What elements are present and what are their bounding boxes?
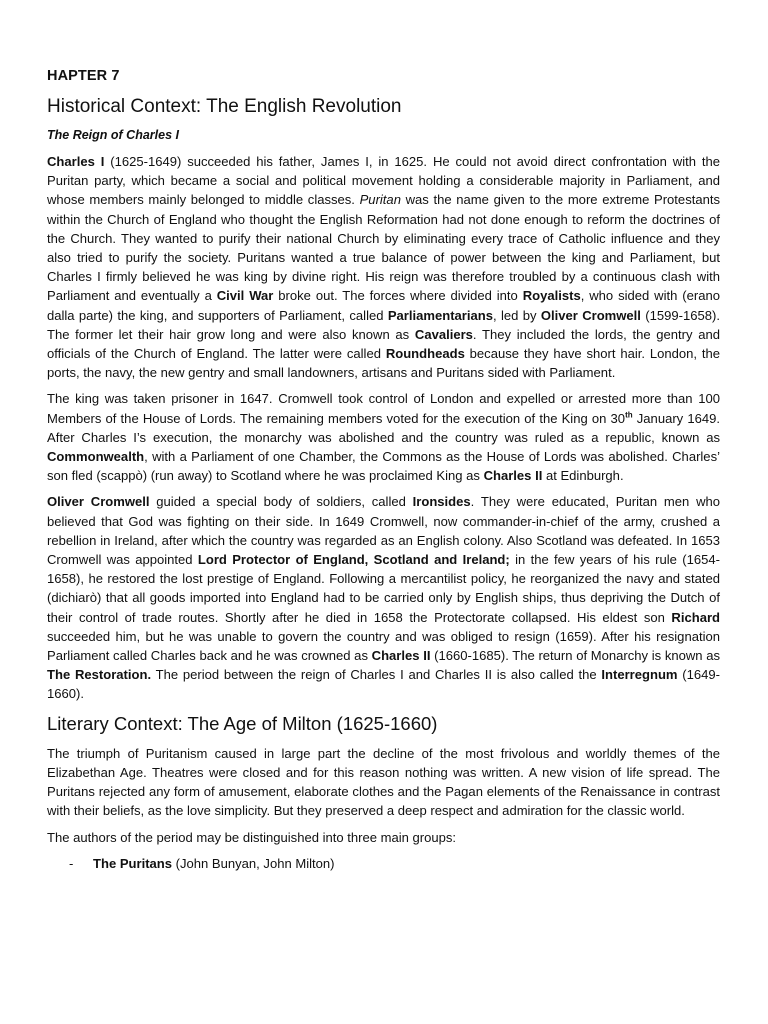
chapter-heading: HAPTER 7 — [47, 68, 120, 84]
paragraph-puritanism: The triumph of Puritanism caused in large part the decline of the most frivolous and worldly themes of the Elizabethan Age. Theatres were closed and for this reason nothing was written. A new vision of life spread. The Puritans rejected any form of amusement, elaborate clothes and the Pagan elements of the Renaissance in contrast with their beliefs, as the love simplicity. But they preserved a deep respect and admiration for the classic world. — [47, 745, 720, 819]
paragraph-king-prisoner: The king was taken prisoner in 1647. Cromwell took control of London and expelled or arrested more than 100 Members of the House of Lords. The remaining members voted for the execution of the King on 30th January 1649. After Charles I’s execution, the monarchy was abolished and the country was ruled as a republic, known as Commonwealth, with a Parliament of one Chamber, the Commons as the House of Lords was abolished. Charles’ son fled (scappò) (run away) to Scotland where he was proclaimed King as Charles II at Edinburgh. — [47, 391, 720, 484]
section-title-literary: Literary Context: The Age of Milton (1625-1660) — [47, 712, 438, 734]
paragraph-authors-groups: The authors of the period may be distinguished into three main groups: — [47, 829, 457, 845]
list-item: - The Puritans (John Bunyan, John Milton) — [69, 855, 335, 871]
paragraph-charles-i: Charles I (1625-1649) succeeded his father, James I, in 1625. He could not avoid direct confrontation with the Puritan party, which became a social and political movement holding a considerable majority in Parliament, and whose members mainly belonged to middle classes. Puritan was the name given to the more extreme Protestants within the Church of England who thought the English Reformation had not done enough to reform the doctrines of the Church. They wanted to purify their national Church by eliminating every trace of Catholic influence and they also tried to purify the society. Puritans wanted a true balance of power between the king and Parliament, but Charles I firmly believed he was king by divine right. His reign was therefore troubled by a continuous clash with Parliament and eventually a Civil War broke out. The forces where divided into Royalists, who sided with (erano dalla parte) the king, and supporters of Parliament, called Parliamentarians, led by Oliver Cromwell (1599-1658). The former let their hair grow long and were also known as Cavaliers. They included the lords, the gentry and officials of the Church of England. The latter were called Roundheads because they have short hair. London, the ports, the navy, the new gentry and small landowners, artisans and Puritans sided with Parliament. — [47, 154, 721, 381]
section-title-historical: Historical Context: The English Revolution — [47, 96, 402, 117]
author-groups-list — [47, 854, 720, 873]
subsection-title: The Reign of Charles I — [47, 128, 179, 142]
paragraph-oliver-cromwell: Oliver Cromwell guided a special body of soldiers, called Ironsides. They were educated, Puritan men who believed that God was fighting on their side. In 1649 Cromwell, now commander-in-chief of the army, crushed a rebellion in Ireland, after which the country was regarded as an English colony. Also Scotland was defeated. In 1653 Cromwell was appointed Lord Protector of England, Scotland and Ireland; in the few years of his rule (1654-1658), he restored the lost prestige of England. Following a mercantilist policy, he reorganized the navy and stated (dichiarò) that all goods imported into England had to be carried only by English ships, thus depriving the Dutch of their control of trade routes. Shortly after he died in 1658 the Protectorate collapsed. His eldest son Richard succeeded him, but he was unable to govern the country and was obliged to resign (1659). After his resignation Parliament called Charles back and he was crowned as Charles II (1660-1685). The return of Monarchy is known as The Restoration. The period between the reign of Charles I and Charles II is also called the Interregnum (1649-1660). — [47, 494, 721, 702]
